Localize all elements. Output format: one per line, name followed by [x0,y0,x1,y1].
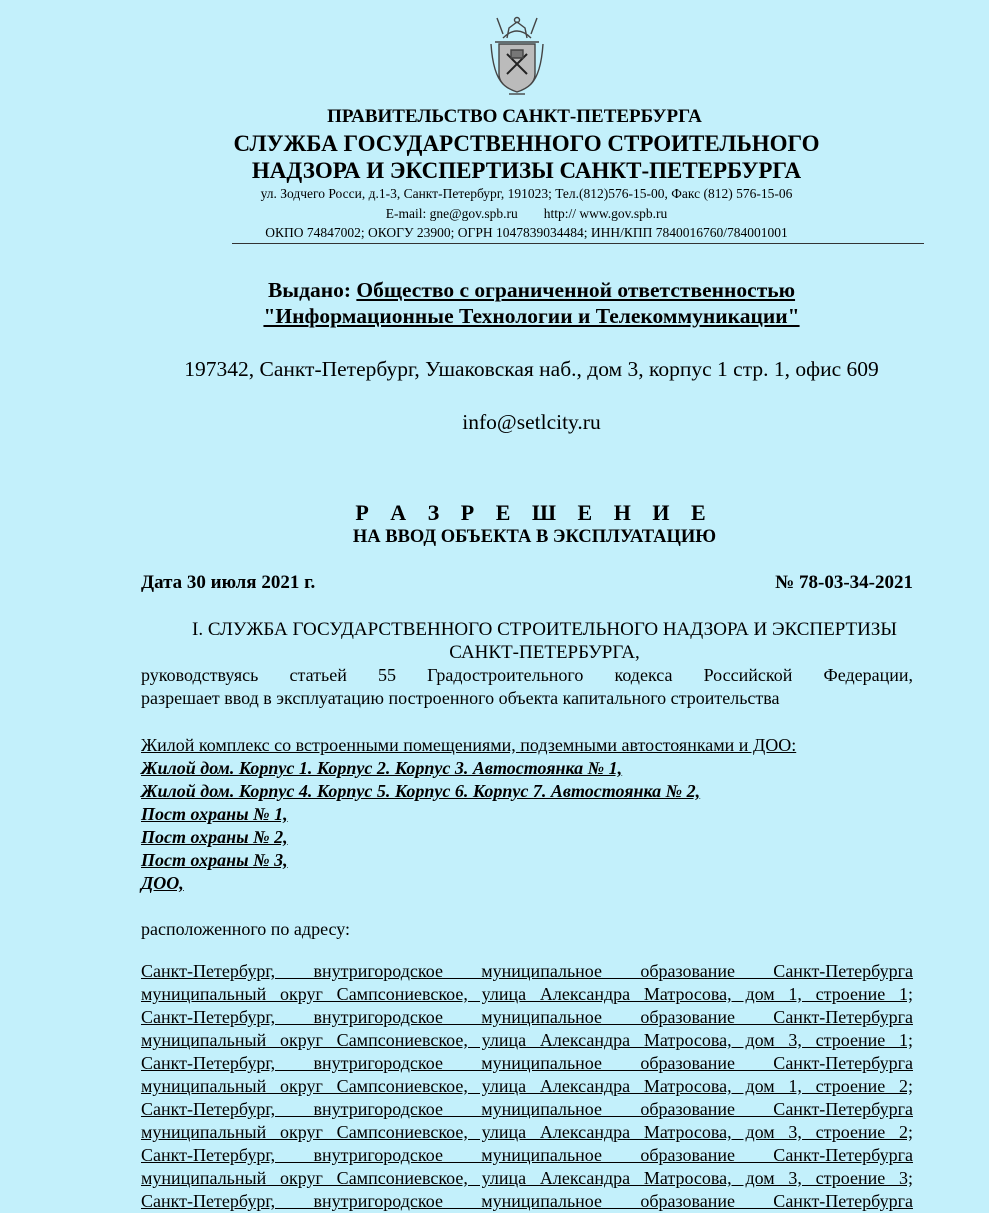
address-line: Санкт-Петербург, внутригородское муниципальное образование Санкт-Петербурга [141,1053,913,1073]
address-line: Санкт-Петербург, внутригородское муниципальное образование Санкт-Петербурга [141,1099,913,1119]
service-website: http:// www.gov.spb.ru [543,206,668,221]
service-address: ул. Зодчего Росси, д.1-3, Санкт-Петербург, 191023; Тел.(812)576-15-00, Факс (812) 576-15-06 [260,186,793,201]
government-name: ПРАВИТЕЛЬСТВО САНКТ-ПЕТЕРБУРГА [327,106,702,127]
service-name-line2: НАДЗОРА И ЭКСПЕРТИЗЫ САНКТ-ПЕТЕРБУРГА [251,158,802,183]
list-item: Пост охраны № 3, [141,850,288,870]
address-line: муниципальный округ Сампсониевское, улица Александра Матросова, дом 3, строение 3; [141,1168,913,1188]
recipient-address: 197342, Санкт-Петербург, Ушаковская наб., дом 3, корпус 1 стр. 1, офис 609 [184,357,879,381]
document-title: Р А З Р Е Ш Е Н И Е [355,500,714,525]
address-line: Санкт-Петербург, внутригородское муниципальное образование Санкт-Петербурга [141,1007,913,1027]
issued-label: Выдано: [267,278,351,302]
address-line: муниципальный округ Сампсониевское, улица Александра Матросова, дом 3, строение 1; [141,1030,913,1050]
list-item: ДОО, [141,873,184,893]
document-date: Дата 30 июля 2021 г. [141,572,316,593]
list-item: Пост охраны № 2, [141,827,288,847]
address-list [141,960,913,1213]
address-line: Санкт-Петербург, внутригородское муниципальное образование Санкт-Петербурга [141,1191,913,1211]
section-heading-line1: I. СЛУЖБА ГОСУДАРСТВЕННОГО СТРОИТЕЛЬНОГО НАДЗОРА И ЭКСПЕРТИЗЫ [192,619,897,640]
service-codes: ОКПО 74847002; ОКОГУ 23900; ОГРН 1047839034484; ИНН/КПП 7840016760/784001001 [265,225,788,240]
guided-paragraph [141,664,913,710]
list-item: Пост охраны № 1, [141,804,288,824]
document-subtitle: НА ВВОД ОБЪЕКТА В ЭКСПЛУАТАЦИЮ [352,527,717,547]
document-number: № 78-03-34-2021 [775,572,913,593]
recipient-email: info@setlcity.ru [462,410,601,434]
service-email: E-mail: gne@gov.spb.ru [385,206,518,221]
guided-line2: разрешает ввод в эксплуатацию построенного объекта капитального строительства [141,688,780,708]
object-intro: Жилой комплекс со встроенными помещениями, подземными автостоянками и ДОО: [141,735,797,755]
object-list [141,734,913,895]
issued-to-line1 [37,278,989,303]
recipient-org-line1: Общество с ограниченной ответственностью [356,278,796,302]
service-contacts [32,206,989,222]
coat-of-arms-icon [489,14,545,98]
address-line: муниципальный округ Сампсониевское, улица Александра Матросова, дом 3, строение 2; [141,1122,913,1142]
list-item: Жилой дом. Корпус 4. Корпус 5. Корпус 6. Корпус 7. Автостоянка № 2, [141,781,701,801]
list-item: Жилой дом. Корпус 1. Корпус 2. Корпус 3. Автостоянка № 1, [141,758,623,778]
service-name-line1: СЛУЖБА ГОСУДАРСТВЕННОГО СТРОИТЕЛЬНОГО [233,131,820,156]
header-divider [232,243,924,244]
address-line: Санкт-Петербург, внутригородское муниципальное образование Санкт-Петербурга [141,1145,913,1165]
address-line: муниципальный округ Сампсониевское, улица Александра Матросова, дом 1, строение 1; [141,984,913,1004]
address-line: муниципальный округ Сампсониевское, улица Александра Матросова, дом 1, строение 2; [141,1076,913,1096]
section-heading-line2: САНКТ-ПЕТЕРБУРГА, [449,642,640,663]
address-line: Санкт-Петербург, внутригородское муниципальное образование Санкт-Петербурга [141,961,913,981]
recipient-org-line2: "Информационные Технологии и Телекоммуникации" [263,304,800,328]
guided-line1: руководствуясь статьей 55 Градостроительного кодекса Российской Федерации, [141,665,913,685]
located-label: расположенного по адресу: [141,919,351,939]
issued-to-line2 [37,304,989,329]
